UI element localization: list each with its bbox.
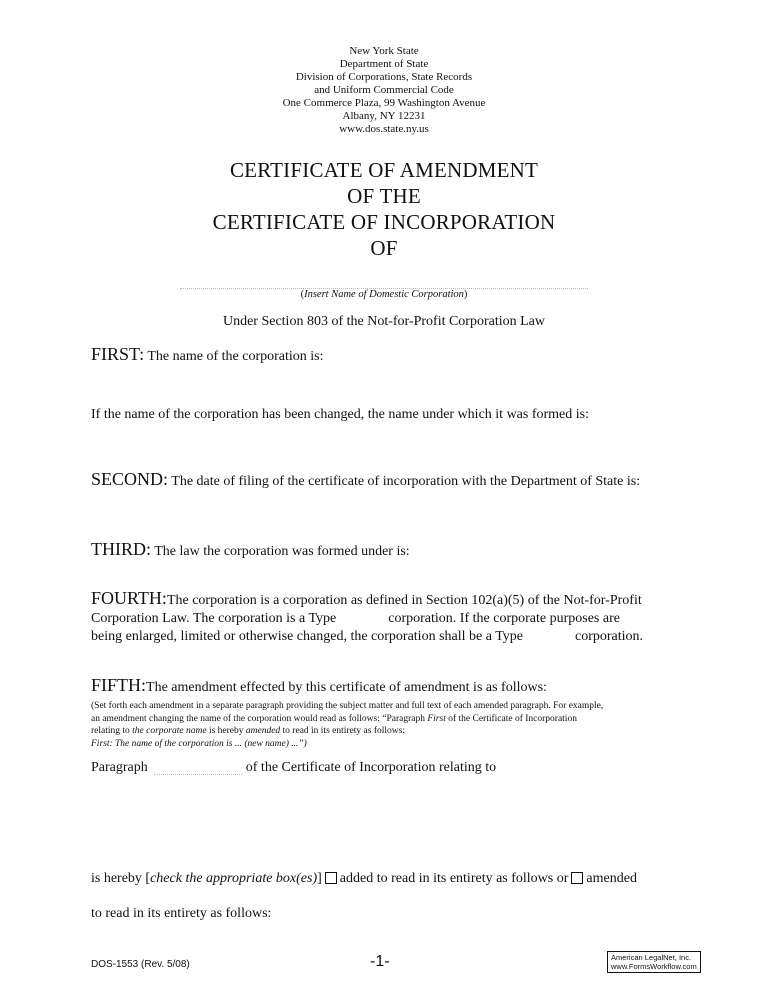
instruction-line: (Set forth each amendment in a separate paragraph providing the subject matter and full text of each amended paragraph. For example,: [91, 701, 604, 711]
paragraph-number-field[interactable]: [154, 759, 242, 775]
title-line: OF: [370, 236, 398, 260]
fourth-section: [91, 589, 691, 646]
fourth-text: The corporation is a corporation as defined in Section 102(a)(5) of the Not-for-Profit: [166, 593, 642, 608]
fifth-section: [91, 676, 547, 697]
agency-header: [0, 45, 768, 136]
paragraph-label: Paragraph: [91, 760, 148, 775]
under-section-text: Under Section 803 of the Not-for-Profit Corporation Law: [222, 314, 546, 329]
instruction-text: an amendment changing the name of the corporation would read as follows: “Paragraph: [91, 713, 428, 724]
third-text: The law the corporation was formed under is:: [154, 544, 410, 559]
fourth-line-1: [91, 589, 691, 610]
third-section: [91, 540, 410, 561]
first-text: The name of the corporation is:: [147, 349, 324, 364]
header-line: Division of Corporations, State Records: [295, 71, 473, 83]
fourth-text: corporation.: [574, 629, 644, 644]
title-line: CERTIFICATE OF AMENDMENT: [229, 158, 539, 182]
paragraph-line: [91, 759, 691, 777]
amended-label: amended: [586, 871, 637, 886]
fifth-text: The amendment effected by this certificate of amendment is as follows:: [146, 680, 547, 695]
instruction-text: relating to: [91, 726, 133, 736]
document-title: [0, 157, 768, 261]
fifth-instructions: [91, 700, 711, 750]
paragraph-subject-field[interactable]: [91, 784, 681, 864]
stamp-line: www.FormsWorkflow.com: [611, 962, 697, 971]
added-checkbox[interactable]: [325, 872, 337, 884]
hereby-line: [91, 870, 711, 888]
changed-name-text: If the name of the corporation has been changed, the name under which it was formed is:: [91, 407, 589, 422]
header-line: New York State: [349, 45, 419, 57]
instruction-line: First: The name of the corporation is ... (new name) ...”): [91, 738, 307, 749]
caption-text: Insert Name of Domestic Corporation: [304, 289, 464, 300]
fourth-line-3: [91, 628, 691, 646]
caption-paren: (: [300, 289, 305, 300]
instruction-text: is hereby: [206, 726, 246, 736]
first-answer-field[interactable]: [91, 372, 681, 402]
instruction-line: [91, 725, 711, 738]
fourth-text: corporation. If the corporate purposes are: [388, 611, 620, 626]
title-line: OF THE: [347, 184, 421, 208]
second-label: SECOND:: [91, 469, 169, 489]
instruction-text: First: [427, 713, 446, 724]
page-number: -1-: [370, 953, 390, 970]
second-text: The date of filing of the certificate of incorporation with the Department of State is:: [171, 474, 641, 489]
instruction-text: of the Certificate of Incorporation: [445, 713, 577, 724]
first-section: [91, 345, 323, 366]
hereby-text: ]: [317, 871, 322, 886]
fifth-label: FIFTH:: [91, 675, 147, 695]
header-line: www.dos.state.ny.us: [339, 123, 429, 135]
hereby-text: is hereby [: [91, 871, 151, 886]
instruction-text: the corporate name: [132, 726, 207, 736]
filing-date-field[interactable]: [91, 495, 681, 531]
second-section: [91, 470, 640, 491]
corporation-name-field[interactable]: [180, 272, 588, 289]
legalnet-stamp: [607, 951, 701, 973]
title-line: CERTIFICATE OF INCORPORATION: [212, 210, 556, 234]
fourth-label: FOURTH:: [91, 588, 167, 608]
former-name-field[interactable]: [91, 428, 681, 464]
fourth-text: being enlarged, limited or otherwise changed, the corporation shall be a Type: [91, 629, 523, 644]
header-line: Albany, NY 12231: [342, 110, 426, 122]
stamp-line: American LegalNet, Inc.: [611, 953, 692, 962]
header-line: One Commerce Plaza, 99 Washington Avenue: [282, 97, 486, 109]
fourth-line-2: [91, 610, 691, 628]
added-label: added to read in its entirety as follows or: [339, 871, 569, 886]
formation-law-field[interactable]: [91, 562, 681, 584]
instruction-text: amended: [245, 726, 281, 736]
corporation-name-caption: [0, 289, 768, 300]
first-label: FIRST:: [91, 344, 145, 364]
hereby-line-2: to read in its entirety as follows:: [91, 906, 272, 921]
header-line: and Uniform Commercial Code: [314, 84, 454, 96]
paragraph-rest-text: of the Certificate of Incorporation relating to: [245, 760, 497, 775]
header-line: Department of State: [339, 58, 429, 70]
instruction-text: to read in its entirety as follows:: [280, 726, 405, 736]
amended-checkbox[interactable]: [571, 872, 583, 884]
fourth-text: Corporation Law. The corporation is a Type: [91, 611, 337, 626]
instruction-line: [91, 713, 711, 726]
hereby-text: check the appropriate box(es): [150, 871, 318, 886]
third-label: THIRD:: [91, 539, 151, 559]
caption-paren: ): [463, 289, 468, 300]
form-id: DOS-1553 (Rev. 5/08): [91, 959, 190, 970]
